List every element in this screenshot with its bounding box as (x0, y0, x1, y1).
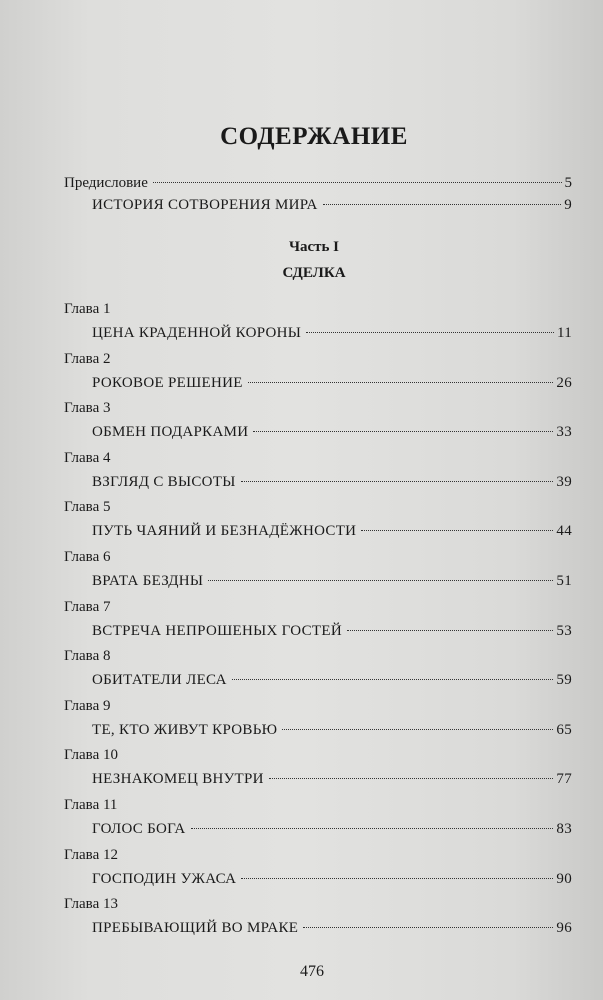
toc-entry-preface (64, 174, 572, 192)
chapter-label: Глава 11 (64, 797, 118, 813)
chapter-label: Глава 6 (64, 549, 111, 565)
dot-leader (241, 481, 554, 482)
toc-page-number: 26 (556, 375, 572, 391)
chapter-title: НЕЗНАКОМЕЦ ВНУТРИ (92, 771, 264, 787)
dot-leader (361, 530, 553, 531)
chapter-title: ГОСПОДИН УЖАСА (92, 871, 237, 887)
chapter-label: Глава 9 (64, 698, 111, 714)
chapter-label: Глава 8 (64, 648, 111, 664)
dot-leader (232, 679, 554, 680)
toc-entry-chapter (92, 870, 572, 888)
dot-leader (306, 332, 554, 333)
toc-entry-chapter (92, 919, 572, 937)
dot-leader (153, 182, 562, 183)
toc-entry-chapter (92, 324, 572, 342)
chapter-title: ВРАТА БЕЗДНЫ (92, 573, 204, 589)
toc-page-number: 5 (564, 175, 572, 191)
chapter-label: Глава 1 (64, 301, 111, 317)
dot-leader (303, 927, 553, 928)
toc-page-number: 65 (556, 722, 572, 738)
toc-entry-chapter (92, 770, 572, 788)
toc-entry-chapter (92, 820, 572, 838)
chapter-title: РОКОВОЕ РЕШЕНИЕ (92, 375, 243, 391)
chapter-label: Глава 5 (64, 499, 111, 515)
page-title: СОДЕРЖАНИЕ (220, 123, 408, 150)
dot-leader (323, 204, 562, 205)
toc-entry-chapter (92, 423, 572, 441)
chapter-title: ВЗГЛЯД С ВЫСОТЫ (92, 474, 236, 490)
dot-leader (253, 431, 553, 432)
toc-page-number: 90 (556, 871, 572, 887)
dot-leader (191, 828, 554, 829)
toc-entry-label: Предисловие (64, 175, 148, 191)
chapter-title: ПУТЬ ЧАЯНИЙ И БЕЗНАДЁЖНОСТИ (92, 523, 357, 539)
chapter-label: Глава 2 (64, 351, 111, 367)
part-number: Часть I (288, 239, 340, 255)
toc-entry-chapter (92, 622, 572, 640)
chapter-title: ГОЛОС БОГА (92, 821, 186, 837)
toc-page-number: 44 (556, 523, 572, 539)
dot-leader (208, 580, 553, 581)
toc-page-number: 11 (556, 325, 572, 341)
chapter-title: ОБМЕН ПОДАРКАМИ (92, 424, 249, 440)
chapter-title: ОБИТАТЕЛИ ЛЕСА (92, 672, 227, 688)
page-number: 476 (300, 963, 324, 980)
chapter-label: Глава 4 (64, 450, 111, 466)
toc-page-number: 39 (556, 474, 572, 490)
toc-entry-label: ИСТОРИЯ СОТВОРЕНИЯ МИРА (92, 197, 318, 213)
toc-entry-prologue (92, 196, 572, 214)
toc-entry-chapter (92, 473, 572, 491)
toc-page-number: 33 (556, 424, 572, 440)
dot-leader (248, 382, 554, 383)
dot-leader (347, 630, 553, 631)
chapter-label: Глава 13 (64, 896, 118, 912)
toc-page-number: 77 (556, 771, 572, 787)
toc-page-number: 83 (556, 821, 572, 837)
chapter-title: ПРЕБЫВАЮЩИЙ ВО МРАКЕ (92, 920, 299, 936)
chapter-label: Глава 7 (64, 599, 111, 615)
toc-entry-chapter (92, 374, 572, 392)
toc-entry-chapter (92, 522, 572, 540)
chapter-title: ВСТРЕЧА НЕПРОШЕНЫХ ГОСТЕЙ (92, 623, 342, 639)
toc-entry-chapter (92, 671, 572, 689)
toc-entry-chapter (92, 572, 572, 590)
dot-leader (241, 878, 553, 879)
chapter-label: Глава 12 (64, 847, 118, 863)
dot-leader (269, 778, 554, 779)
part-name: СДЕЛКА (282, 265, 346, 281)
toc-page-number: 53 (556, 623, 572, 639)
chapter-title: ТЕ, КТО ЖИВУТ КРОВЬЮ (92, 722, 278, 738)
toc-page-number: 9 (564, 197, 572, 213)
chapter-label: Глава 3 (64, 400, 111, 416)
dot-leader (282, 729, 553, 730)
chapter-title: ЦЕНА КРАДЕННОЙ КОРОНЫ (92, 325, 302, 341)
chapter-label: Глава 10 (64, 747, 118, 763)
toc-entry-chapter (92, 721, 572, 739)
toc-page-number: 51 (556, 573, 572, 589)
toc-page-number: 96 (556, 920, 572, 936)
toc-page-number: 59 (556, 672, 572, 688)
